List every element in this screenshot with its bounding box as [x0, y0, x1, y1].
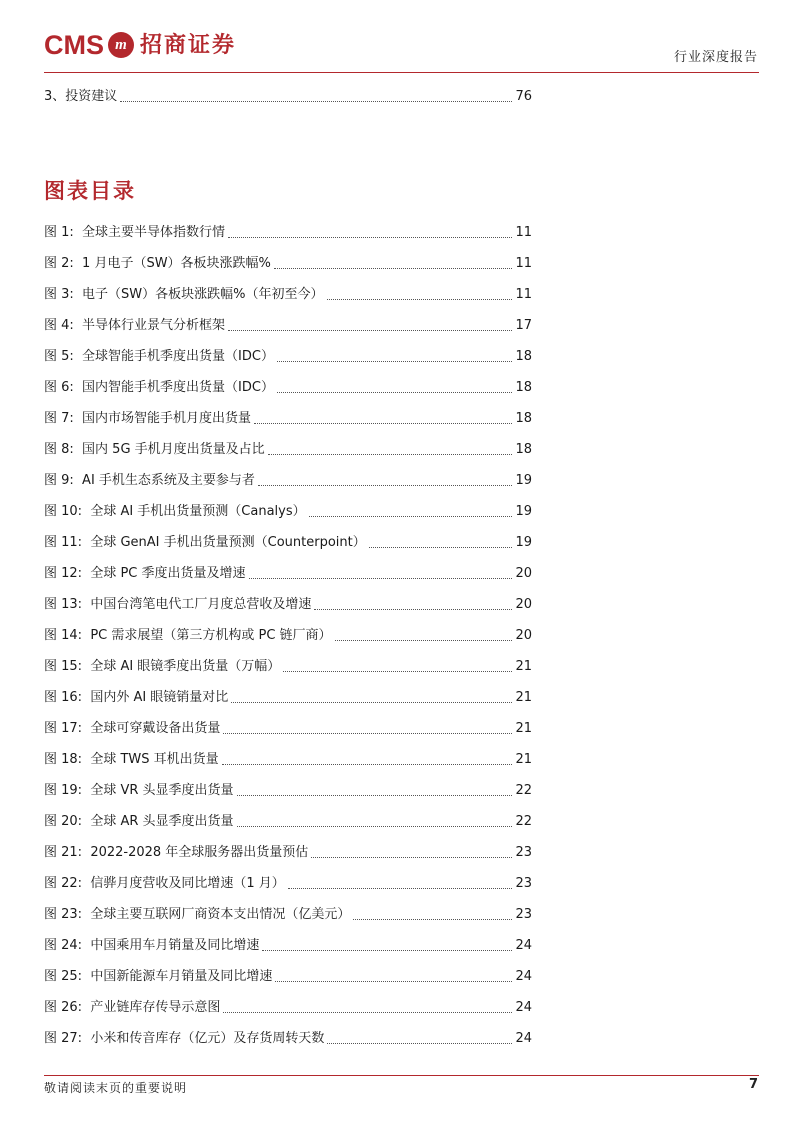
page-header — [0, 0, 802, 76]
figure-toc-item-page: 19 — [515, 504, 532, 519]
toc-leader-dots — [254, 422, 512, 424]
toc-leader-dots — [309, 515, 513, 517]
figure-toc-item[interactable] — [44, 471, 532, 491]
figure-toc-item[interactable] — [44, 1029, 532, 1049]
toc-leader-dots — [327, 1042, 512, 1044]
figure-toc-item-label: 图 6: 国内智能手机季度出货量（IDC） — [44, 380, 274, 395]
figure-toc-item[interactable] — [44, 223, 532, 243]
figure-toc-item[interactable] — [44, 595, 532, 615]
figure-toc-item-label: 图 26: 产业链库存传导示意图 — [44, 1000, 221, 1015]
figure-toc-item-label: 图 12: 全球 PC 季度出货量及增速 — [44, 566, 246, 581]
figure-toc-item-label: 图 9: AI 手机生态系统及主要参与者 — [44, 473, 255, 488]
report-type: 行业深度报告 — [673, 50, 758, 65]
figure-toc-item[interactable] — [44, 533, 532, 553]
figure-toc-item-label: 图 15: 全球 AI 眼镜季度出货量（万幅） — [44, 659, 281, 674]
figure-toc-item[interactable] — [44, 936, 532, 956]
figure-toc-item[interactable] — [44, 750, 532, 770]
figure-toc-item[interactable] — [44, 409, 532, 429]
figure-toc-item-label: 图 19: 全球 VR 头显季度出货量 — [44, 783, 234, 798]
figure-toc-item-label: 图 17: 全球可穿戴设备出货量 — [44, 721, 221, 736]
page-number: 7 — [748, 1077, 758, 1092]
figure-toc-item[interactable] — [44, 905, 532, 925]
figure-toc-item-page: 24 — [515, 969, 532, 984]
logo-mark-icon: m — [108, 32, 134, 58]
figure-toc-item-page: 20 — [515, 566, 532, 581]
figure-toc-item-label: 图 2: 1 月电子（SW）各板块涨跌幅% — [44, 256, 271, 271]
figure-toc-item-page: 19 — [515, 473, 532, 488]
toc-leader-dots — [231, 701, 512, 703]
footer-divider — [44, 1075, 759, 1076]
figure-toc-item-page: 21 — [515, 659, 532, 674]
footer-notice: 敬请阅读末页的重要说明 — [44, 1081, 188, 1095]
figure-toc-item-label: 图 22: 信骅月度营收及同比增速（1 月） — [44, 876, 285, 891]
figure-toc-item-page: 24 — [515, 938, 532, 953]
figure-toc-item[interactable] — [44, 378, 532, 398]
figure-toc-item-label: 图 25: 中国新能源车月销量及同比增速 — [44, 969, 273, 984]
toc-leader-dots — [268, 453, 513, 455]
figure-toc-item-page: 17 — [515, 318, 532, 333]
toc-item-investment-advice[interactable] — [44, 87, 532, 107]
toc-leader-dots — [223, 1011, 512, 1013]
figure-toc-item-page: 21 — [515, 752, 532, 767]
figure-toc-title: 图表目录 — [44, 178, 136, 203]
figure-toc-item[interactable] — [44, 285, 532, 305]
toc-leader-dots — [369, 546, 513, 548]
toc-leader-dots — [327, 298, 513, 300]
figure-toc-item-label: 图 11: 全球 GenAI 手机出货量预测（Counterpoint） — [44, 535, 366, 550]
figure-toc-item-label: 图 7: 国内市场智能手机月度出货量 — [44, 411, 252, 426]
figure-toc-item-label: 图 27: 小米和传音库存（亿元）及存货周转天数 — [44, 1031, 325, 1046]
figure-toc-item[interactable] — [44, 502, 532, 522]
figure-toc-item-page: 24 — [515, 1031, 532, 1046]
figure-toc-item[interactable] — [44, 564, 532, 584]
figure-toc-item-page: 21 — [515, 721, 532, 736]
toc-leader-dots — [311, 856, 512, 858]
figure-toc-item-label: 图 14: PC 需求展望（第三方机构或 PC 链厂商） — [44, 628, 332, 643]
figure-toc-item-page: 11 — [515, 287, 532, 302]
toc-leader-dots — [353, 918, 512, 920]
toc-leader-dots — [237, 794, 513, 796]
figure-toc-item[interactable] — [44, 316, 532, 336]
figure-toc-item-label: 图 1: 全球主要半导体指数行情 — [44, 225, 226, 240]
toc-leader-dots — [223, 732, 512, 734]
toc-leader-dots — [237, 825, 513, 827]
toc-leader-dots — [228, 236, 512, 238]
figure-toc-item-page: 23 — [515, 876, 532, 891]
figure-toc-item-label: 图 4: 半导体行业景气分析框架 — [44, 318, 226, 333]
figure-toc-item[interactable] — [44, 657, 532, 677]
figure-toc-item-page: 22 — [515, 783, 532, 798]
figure-toc-item-page: 19 — [515, 535, 532, 550]
figure-toc-item-label: 图 10: 全球 AI 手机出货量预测（Canalys） — [44, 504, 306, 519]
toc-leader-dots — [120, 100, 512, 102]
figure-toc-item-page: 11 — [515, 256, 532, 271]
toc-leader-dots — [283, 670, 512, 672]
toc-leader-dots — [275, 980, 512, 982]
figure-toc-item-page: 18 — [515, 442, 532, 457]
figure-toc-item-label: 图 20: 全球 AR 头显季度出货量 — [44, 814, 234, 829]
figure-toc-item-label: 图 21: 2022-2028 年全球服务器出货量预估 — [44, 845, 309, 860]
figure-toc-item-page: 22 — [515, 814, 532, 829]
figure-toc-item-label: 图 24: 中国乘用车月销量及同比增速 — [44, 938, 260, 953]
figure-toc-item-page: 18 — [515, 411, 532, 426]
figure-toc-item-page: 21 — [515, 690, 532, 705]
figure-toc-item-label: 图 5: 全球智能手机季度出货量（IDC） — [44, 349, 274, 364]
figure-toc-item-label: 图 13: 中国台湾笔电代工厂月度总营收及增速 — [44, 597, 312, 612]
figure-toc-item[interactable] — [44, 347, 532, 367]
toc-leader-dots — [277, 391, 512, 393]
figure-toc-item[interactable] — [44, 781, 532, 801]
logo-cms-text: CMS — [44, 30, 104, 60]
figure-toc-item[interactable] — [44, 874, 532, 894]
figure-toc-item-page: 24 — [515, 1000, 532, 1015]
figure-toc-item-label: 图 18: 全球 TWS 耳机出货量 — [44, 752, 219, 767]
toc-leader-dots — [288, 887, 513, 889]
figure-toc-item-page: 18 — [515, 349, 532, 364]
figure-toc-item-page: 18 — [515, 380, 532, 395]
figure-toc-item[interactable] — [44, 440, 532, 460]
toc-leader-dots — [228, 329, 512, 331]
figure-toc-item-page: 11 — [515, 225, 532, 240]
figure-toc-item-label: 图 16: 国内外 AI 眼镜销量对比 — [44, 690, 229, 705]
toc-item-label: 3、投资建议 — [44, 89, 118, 104]
toc-leader-dots — [277, 360, 512, 362]
toc-leader-dots — [222, 763, 513, 765]
toc-leader-dots — [249, 577, 513, 579]
company-logo — [44, 30, 236, 60]
toc-leader-dots — [274, 267, 513, 269]
figure-toc-item-label: 图 8: 国内 5G 手机月度出货量及占比 — [44, 442, 265, 457]
toc-leader-dots — [258, 484, 513, 486]
header-divider — [44, 72, 759, 73]
figure-toc-item[interactable] — [44, 254, 532, 274]
toc-item-page: 76 — [515, 89, 532, 104]
figure-toc-item[interactable] — [44, 843, 532, 863]
figure-toc-item[interactable] — [44, 998, 532, 1018]
logo-company-name: 招商证券 — [140, 32, 237, 58]
figure-toc-item-page: 23 — [515, 845, 532, 860]
figure-toc-item[interactable] — [44, 688, 532, 708]
toc-leader-dots — [262, 949, 512, 951]
figure-toc-item-label: 图 3: 电子（SW）各板块涨跌幅%（年初至今） — [44, 287, 324, 302]
figure-toc-item[interactable] — [44, 967, 532, 987]
toc-leader-dots — [335, 639, 513, 641]
figure-toc-item-page: 20 — [515, 597, 532, 612]
figure-toc-item[interactable] — [44, 719, 532, 739]
figure-toc-item-label: 图 23: 全球主要互联网厂商资本支出情况（亿美元） — [44, 907, 351, 922]
figure-toc-item[interactable] — [44, 626, 532, 646]
figure-toc-item[interactable] — [44, 812, 532, 832]
figure-toc-item-page: 20 — [515, 628, 532, 643]
toc-leader-dots — [314, 608, 512, 610]
figure-toc-item-page: 23 — [515, 907, 532, 922]
